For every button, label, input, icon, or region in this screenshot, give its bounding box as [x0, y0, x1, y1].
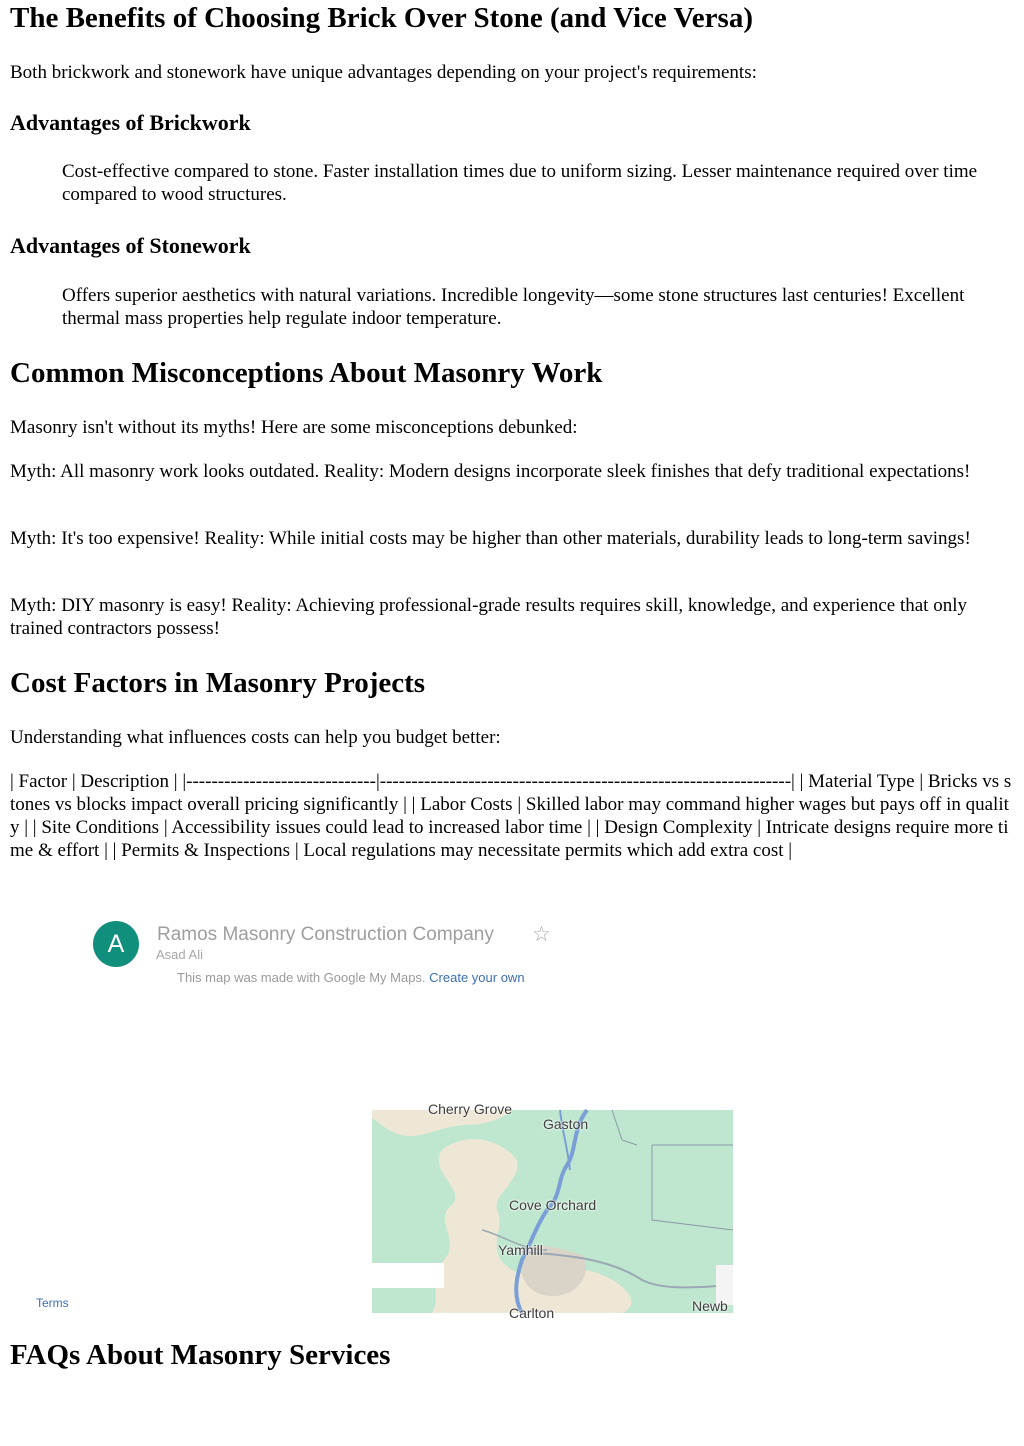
map-place-label: Yamhill	[498, 1242, 543, 1258]
create-your-own-link[interactable]: Create your own	[429, 970, 525, 985]
stonework-text: Offers superior aesthetics with natural variations. Incredible longevity—some stone structures last centuries! Excellent thermal mass properties help regulate indoor temperature.	[62, 285, 965, 329]
misconceptions-heading: Common Misconceptions About Masonry Work	[10, 357, 603, 389]
map-place-label: Cherry Grove	[428, 1101, 513, 1117]
myth-item: Myth: All masonry work looks outdated. Reality: Modern designs incorporate sleek finishes that defy traditional expectations!	[10, 461, 971, 482]
benefits-intro: Both brickwork and stonework have unique advantages depending on your project's requirements:	[10, 62, 757, 83]
map-title[interactable]: Ramos Masonry Construction Company	[157, 924, 494, 945]
misconceptions-intro: Masonry isn't without its myths! Here are some misconceptions debunked:	[10, 417, 578, 438]
myth-item: Myth: DIY masonry is easy! Reality: Achieving professional-grade results requires skill, knowledge, and experience that only trained contractors possess!	[10, 595, 967, 639]
google-my-maps-embed[interactable]	[0, 910, 1024, 1321]
map-place-label: Carlton	[509, 1305, 555, 1321]
map-place-label: Newb	[692, 1298, 728, 1314]
map-place-label: Gaston	[543, 1116, 589, 1132]
map-view[interactable]	[372, 1101, 733, 1321]
faq-heading: FAQs About Masonry Services	[10, 1339, 391, 1371]
cost-table-text: | Factor | Description | |------------------------------|-----------------------------------------------------------------| | Material Type | Bricks vs stones vs blocks impact overall pricing significantly | | Labor Costs | Skilled labor may command higher wages but pays off in quality | | Site Conditions | Accessibility issues could lead to increased labor time | | Design Complexity | Intricate designs require more time & effort | | Permits & Inspections | Local regulations may necessitate permits which add extra cost |	[10, 771, 1012, 861]
stonework-heading: Advantages of Stonework	[10, 233, 251, 258]
cost-heading: Cost Factors in Masonry Projects	[10, 667, 426, 699]
brickwork-heading: Advantages of Brickwork	[10, 110, 251, 135]
map-credit-text: This map was made with Google My Maps.	[177, 970, 426, 985]
star-outline-icon[interactable]: ☆	[532, 922, 551, 946]
benefits-heading: The Benefits of Choosing Brick Over Stone (and Vice Versa)	[10, 2, 753, 34]
map-terms-link[interactable]: Terms	[36, 1296, 69, 1310]
cost-intro: Understanding what influences costs can help you budget better:	[10, 727, 501, 748]
map-author: Asad Ali	[156, 947, 203, 962]
myth-item: Myth: It's too expensive! Reality: While initial costs may be higher than other materials, durability leads to long-term savings!	[10, 528, 971, 549]
brickwork-text: Cost-effective compared to stone. Faster installation times due to uniform sizing. Lesser maintenance required over time compared to wood structures.	[62, 161, 978, 205]
author-avatar: A	[93, 921, 139, 967]
map-place-label: Cove Orchard	[509, 1197, 597, 1213]
map-credit	[177, 970, 525, 985]
